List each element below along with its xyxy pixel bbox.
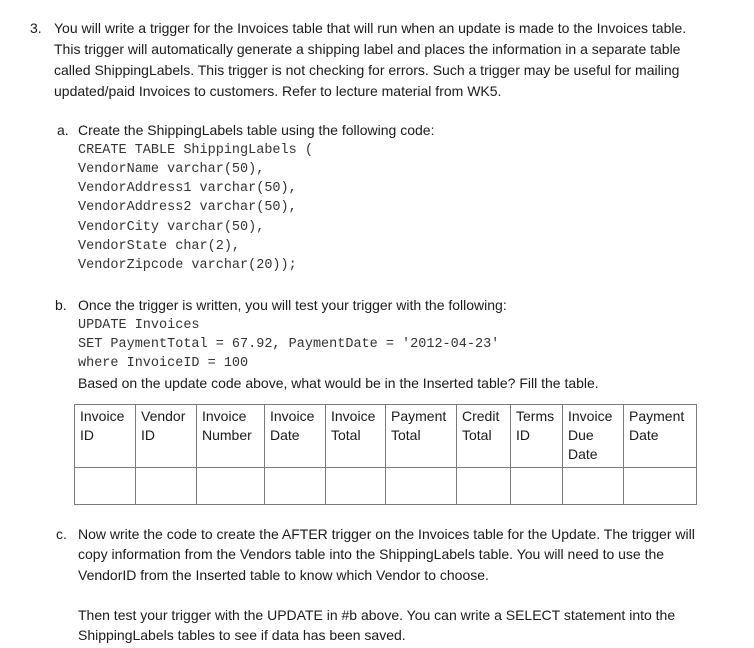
part-c-line-3: VendorID from the Inserted table to know which Vendor to choose.: [78, 567, 489, 583]
code-line: VendorAddress1 varchar(50),: [78, 181, 297, 196]
q3-line-3: called ShippingLabels. This trigger is not checking for errors. Such a trigger may be useful for mailing: [54, 62, 680, 78]
q3-line-2: This trigger will automatically generate a shipping label and places the information in a separate table: [54, 41, 681, 57]
header-cell: Terms ID: [511, 405, 563, 468]
header-cell: Payment Total: [386, 405, 457, 468]
part-a-intro: Create the ShippingLabels table using the following code:: [78, 122, 435, 138]
code-line: CREATE TABLE ShippingLabels (: [78, 143, 313, 158]
code-line: UPDATE Invoices: [78, 318, 200, 333]
answer-cell[interactable]: [511, 468, 563, 505]
header-cell: Invoice Number: [197, 405, 265, 468]
answer-cell[interactable]: [197, 468, 265, 505]
header-cell: Credit Total: [457, 405, 511, 468]
code-line: VendorState char(2),: [78, 239, 241, 254]
code-line: where InvoiceID = 100: [78, 356, 249, 371]
answer-cell[interactable]: [563, 468, 624, 505]
q3-line-1: You will write a trigger for the Invoices table that will run when an update is made to the Invoices table.: [54, 20, 687, 36]
part-c-line-1: Now write the code to create the AFTER trigger on the Invoices table for the Update. The trigger will: [78, 526, 695, 542]
header-cell: Payment Date: [624, 405, 697, 468]
part-b-letter: b.: [55, 297, 67, 313]
part-a-letter: a.: [57, 122, 69, 138]
table-row: [75, 468, 697, 505]
header-cell: Invoice Date: [265, 405, 326, 468]
part-c-letter: c.: [56, 526, 67, 542]
part-c-line-5: ShippingLabels tables to see if data has been saved.: [78, 627, 406, 643]
question-number: 3.: [30, 20, 42, 36]
part-b-intro: Once the trigger is written, you will test your trigger with the following:: [78, 297, 507, 313]
answer-cell[interactable]: [136, 468, 197, 505]
header-cell: Invoice Due Date: [563, 405, 624, 468]
answer-cell[interactable]: [326, 468, 386, 505]
part-c-line-4: Then test your trigger with the UPDATE in #b above. You can write a SELECT statement into the: [78, 607, 676, 623]
code-line: VendorAddress2 varchar(50),: [78, 200, 297, 215]
answer-cell[interactable]: [457, 468, 511, 505]
header-cell: Vendor ID: [136, 405, 197, 468]
answer-cell[interactable]: [624, 468, 697, 505]
code-line: SET PaymentTotal = 67.92, PaymentDate = '2012-04-23': [78, 337, 500, 352]
answer-cell[interactable]: [386, 468, 457, 505]
code-line: VendorZipcode varchar(20));: [78, 258, 297, 273]
code-line: VendorName varchar(50),: [78, 162, 265, 177]
inserted-table: [74, 404, 697, 505]
header-cell: Invoice Total: [326, 405, 386, 468]
part-b-question: Based on the update code above, what would be in the Inserted table? Fill the table.: [78, 375, 599, 391]
answer-cell[interactable]: [75, 468, 136, 505]
q3-line-4: updated/paid Invoices to customers. Refer to lecture material from WK5.: [54, 83, 502, 99]
answer-cell[interactable]: [265, 468, 326, 505]
table-header-row: [75, 405, 697, 468]
header-cell: Invoice ID: [75, 405, 136, 468]
code-line: VendorCity varchar(50),: [78, 220, 265, 235]
part-c-line-2: copy information from the Vendors table into the ShippingLabels table. You will need to use the: [78, 546, 665, 562]
